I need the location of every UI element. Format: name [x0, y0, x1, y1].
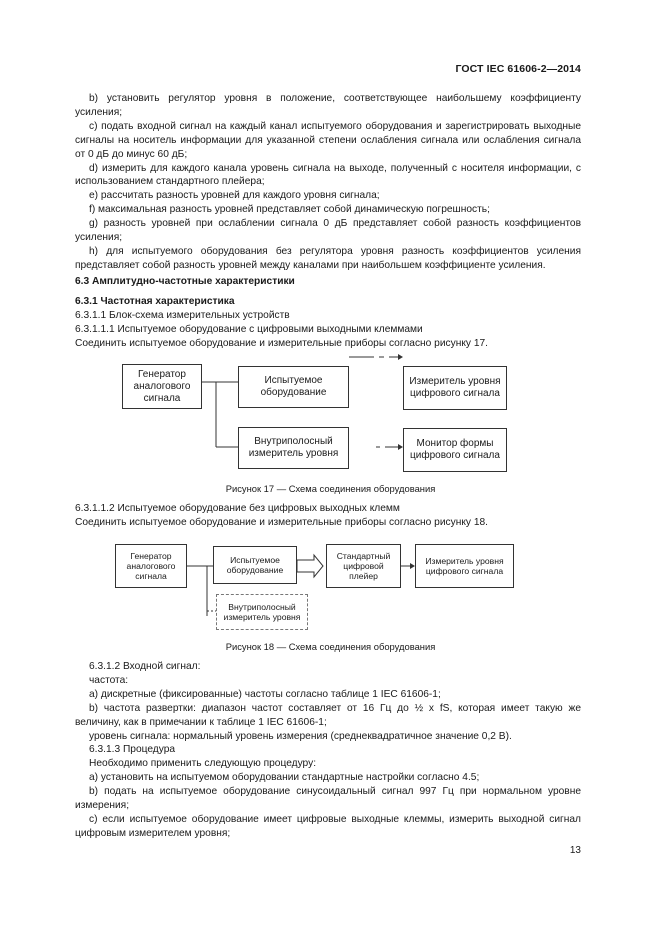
fig17-generator-box: Генератор аналогового сигнала — [122, 364, 202, 409]
list-item: a) установить на испытуемом оборудовании стандартные настройки согласно 4.5; — [89, 772, 480, 784]
subsection-title: 6.3.1.3 Процедура — [89, 744, 176, 756]
text-line: уровень сигнала: нормальный уровень измерения (среднеквадратичное значение 0,2 В). — [89, 730, 512, 742]
list-item: g) разность уровней при ослаблении сигнала 0 дБ представляет собой разность коэффициентов усиления; — [75, 218, 581, 244]
text-line: Соединить испытуемое оборудование и измерительные приборы согласно рисунку 17. — [75, 337, 488, 349]
figure18-caption: Рисунок 18 — Схема соединения оборудования — [225, 641, 436, 652]
fig18-dut-box: Испытуемое оборудование — [213, 546, 297, 584]
text-line: 6.3.1.1.1 Испытуемое оборудование с цифровыми выходными клеммами — [75, 323, 423, 335]
list-item: c) подать входной сигнал на каждый канал испытуемого оборудования и зарегистрировать выходные сигналы на носитель информации для указанной степени ослабления сигнала или ослабления сигнала от 0 дБ до минус 60 дБ; — [75, 120, 581, 160]
fig18-player-box: Стандартный цифровой плейер — [326, 544, 401, 588]
list-item: c) если испытуемое оборудование имеет цифровые выходные клеммы, измерить выходной сигнал цифровым измерителем уровня; — [75, 813, 581, 839]
fig17-inband-meter-box: Внутриполосный измеритель уровня — [238, 427, 349, 469]
page-number: 13 — [569, 845, 581, 856]
section-6-3-1-1-2 — [75, 502, 581, 530]
document-id: ГОСТ IEC 61606-2—2014 — [455, 63, 581, 75]
fig17-digital-meter-box: Измеритель уровня цифрового сигнала — [403, 366, 507, 410]
fig18-inband-meter-box: Внутриполосный измеритель уровня — [216, 594, 308, 630]
list-item: h) для испытуемого оборудования без регулятора уровня разность коэффициентов усиления представляет собой разность уровней между каналами при наибольшем коэффициенте усиления. — [75, 245, 581, 271]
list-item: b) подать на испытуемое оборудование синусоидальный сигнал 997 Гц при нормальном уровне измерения; — [75, 786, 581, 812]
list-item: b) частота развертки: диапазон частот составляет от 16 Гц до ½ x fS, которая имеет такую же величину, как в примечании к таблице 1 IEC 61606-1; — [75, 702, 581, 728]
list-item: b) установить регулятор уровня в положение, соответствующее наибольшему коэффициенту усиления; — [75, 93, 581, 118]
fig17-monitor-box: Монитор формы цифрового сигнала — [403, 428, 507, 472]
fig18-digital-meter-box: Измеритель уровня цифрового сигнала — [415, 544, 514, 588]
fig18-generator-box: Генератор аналогового сигнала — [115, 544, 187, 588]
list-item: f) максимальная разность уровней представляет собой динамическую погрешность; — [89, 204, 490, 216]
text-line: частота: — [89, 674, 129, 686]
fig17-dut-box: Испытуемое оборудование — [238, 366, 349, 408]
text-line: Соединить испытуемое оборудование и измерительные приборы согласно рисунку 18. — [75, 516, 488, 528]
subsection-title: 6.3.1.2 Входной сигнал: — [89, 661, 201, 672]
subsection-title: 6.3.1 Частотная характеристика — [75, 295, 235, 307]
list-item: d) измерить для каждого канала уровень сигнала на выходе, полученный с носителя информации, с использованием стандартного плейера; — [75, 162, 581, 188]
list-item: a) дискретные (фиксированные) частоты согласно таблице 1 IEC 61606-1; — [89, 688, 441, 700]
list-item: e) рассчитать разность уровней для каждого уровня сигнала; — [89, 190, 380, 202]
text-line: Необходимо применить следующую процедуру: — [89, 758, 317, 770]
text-line: 6.3.1.1 Блок-схема измерительных устройств — [75, 309, 290, 321]
section-6-3-1-2 — [75, 660, 581, 841]
figure17-caption: Рисунок 17 — Схема соединения оборудования — [225, 483, 436, 494]
section-title: 6.3 Амплитудно-частотные характеристики — [75, 276, 295, 287]
subsection-title: 6.3.1.1.2 Испытуемое оборудование без цифровых выходных клемм — [75, 503, 400, 514]
